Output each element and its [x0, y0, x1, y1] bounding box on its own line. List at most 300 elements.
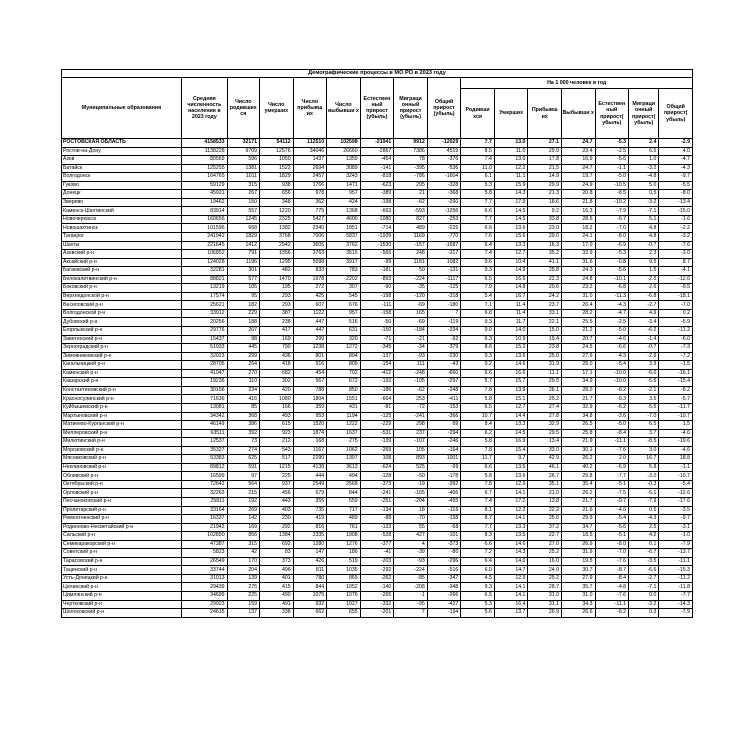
row-value-cell: 12.2: [494, 164, 528, 173]
row-value-cell: -6.8: [629, 292, 659, 301]
row-value-cell: 18.5: [561, 532, 595, 541]
header-rate-arrived: Прибывш их: [528, 89, 562, 139]
row-value-cell: 7.8: [461, 386, 495, 395]
row-value-cell: 25.2: [528, 395, 562, 404]
row-value-cell: -8.7: [595, 566, 629, 575]
row-value-cell: 0.2: [659, 309, 693, 318]
row-value-cell: 272: [293, 284, 327, 293]
row-value-cell: 16.9: [561, 156, 595, 165]
row-value-cell: 1522: [260, 164, 294, 173]
row-value-cell: -5.6: [595, 156, 629, 165]
table-row: [62, 540, 693, 549]
row-name-cell: Батайск: [62, 164, 182, 173]
row-value-cell: -72: [394, 403, 428, 412]
row-value-cell: -21: [394, 335, 428, 344]
row-value-cell: -5.4: [659, 480, 693, 489]
row-value-cell: 292: [260, 523, 294, 532]
row-name-cell: Пролетарский р-н: [62, 506, 182, 515]
row-value-cell: -128: [360, 472, 394, 481]
table-row: [62, 515, 693, 524]
row-value-cell: 29776: [182, 327, 227, 336]
row-value-cell: 28.0: [561, 361, 595, 370]
row-value-cell: -7.0: [659, 301, 693, 310]
row-value-cell: -4.3: [595, 352, 629, 361]
row-value-cell: 893: [394, 455, 428, 464]
row-value-cell: -5.5: [659, 181, 693, 190]
row-value-cell: -50: [360, 318, 394, 327]
row-value-cell: -536: [427, 164, 461, 173]
row-value-cell: 519: [327, 557, 361, 566]
row-value-cell: 1011: [227, 173, 259, 182]
row-value-cell: 3917: [327, 258, 361, 267]
row-value-cell: -8.5: [595, 190, 629, 199]
row-value-cell: 24.3: [561, 267, 595, 276]
row-value-cell: 3762: [327, 241, 361, 250]
row-value-cell: 490: [260, 591, 294, 600]
row-value-cell: 7.7: [461, 139, 495, 148]
row-value-cell: 230: [260, 515, 294, 524]
row-value-cell: 295: [394, 181, 428, 190]
row-value-cell: -345: [360, 344, 394, 353]
row-value-cell: 21: [394, 190, 428, 199]
row-value-cell: 5427: [293, 215, 327, 224]
row-value-cell: 106852: [182, 250, 227, 259]
header-departed: Число выбывши х: [327, 78, 361, 139]
row-value-cell: -5.9: [659, 318, 693, 327]
row-value-cell: 14.6: [494, 540, 528, 549]
row-value-cell: 98: [227, 335, 259, 344]
row-value-cell: 525: [394, 463, 428, 472]
row-value-cell: 16.9: [494, 438, 528, 447]
row-value-cell: -565: [360, 250, 394, 259]
row-value-cell: 33744: [182, 566, 227, 575]
row-value-cell: 28.6: [561, 215, 595, 224]
row-value-cell: 12.2: [494, 506, 528, 515]
row-value-cell: -318: [427, 292, 461, 301]
table-row: [62, 421, 693, 430]
row-value-cell: 2.3: [629, 250, 659, 259]
row-value-cell: -7.9: [595, 207, 629, 216]
row-value-cell: 267: [227, 327, 259, 336]
row-value-cell: -6.7: [629, 549, 659, 558]
row-value-cell: 16.7: [629, 455, 659, 464]
row-value-cell: 20256: [182, 318, 227, 327]
row-value-cell: 4138: [293, 463, 327, 472]
table-row: [62, 344, 693, 353]
row-value-cell: 6.5: [461, 591, 495, 600]
row-value-cell: -224: [394, 566, 428, 575]
row-value-cell: 1222: [327, 421, 361, 430]
row-value-cell: -8.2: [595, 609, 629, 618]
row-value-cell: -7.6: [595, 591, 629, 600]
row-value-cell: 2325: [260, 215, 294, 224]
row-value-cell: 182: [227, 301, 259, 310]
row-value-cell: 28.2: [561, 309, 595, 318]
row-value-cell: 23.0: [528, 224, 562, 233]
table-row: [62, 318, 693, 327]
row-value-cell: 6.6: [461, 207, 495, 216]
row-value-cell: -6.0: [629, 369, 659, 378]
row-value-cell: -120: [394, 292, 428, 301]
row-value-cell: -15.4: [659, 378, 693, 387]
row-value-cell: -93: [394, 352, 428, 361]
row-value-cell: 27.1: [528, 139, 562, 148]
row-value-cell: 19236: [182, 378, 227, 387]
row-value-cell: 14.5: [494, 429, 528, 438]
row-value-cell: 55: [394, 523, 428, 532]
row-name-cell: Зверево: [62, 198, 182, 207]
row-value-cell: -88: [360, 515, 394, 524]
row-value-cell: 4.8: [629, 233, 659, 242]
row-value-cell: 12.9: [494, 480, 528, 489]
row-value-cell: -71: [360, 335, 394, 344]
row-value-cell: -69: [394, 318, 428, 327]
row-value-cell: -294: [427, 429, 461, 438]
row-value-cell: 13.3: [494, 523, 528, 532]
table-row: [62, 532, 693, 541]
row-value-cell: 274: [227, 446, 259, 455]
row-value-cell: 454: [293, 369, 327, 378]
row-value-cell: 10.7: [461, 412, 495, 421]
row-value-cell: -2.5: [595, 318, 629, 327]
row-value-cell: 83: [260, 549, 294, 558]
row-name-cell: РОСТОВСКАЯ ОБЛАСТЬ: [62, 139, 182, 148]
row-value-cell: 1908: [327, 532, 361, 541]
row-value-cell: 12.9: [494, 574, 528, 583]
row-value-cell: 3243: [327, 173, 361, 182]
row-value-cell: 14.0: [494, 327, 528, 336]
row-value-cell: 23.4: [561, 147, 595, 156]
row-value-cell: 20.8: [561, 190, 595, 199]
row-value-cell: -251: [360, 497, 394, 506]
table-row: [62, 583, 693, 592]
row-value-cell: -623: [360, 181, 394, 190]
row-value-cell: 26549: [182, 557, 227, 566]
row-value-cell: 444: [293, 472, 327, 481]
row-value-cell: 631: [327, 327, 361, 336]
row-value-cell: 46149: [182, 421, 227, 430]
row-value-cell: -4.7: [595, 309, 629, 318]
row-value-cell: 29.9: [561, 515, 595, 524]
row-value-cell: 15.9: [494, 181, 528, 190]
row-value-cell: 186: [327, 549, 361, 558]
row-value-cell: 10.4: [494, 258, 528, 267]
row-value-cell: 15.0: [528, 327, 562, 336]
row-name-cell: Новочеркасск: [62, 215, 182, 224]
row-value-cell: -2.9: [659, 139, 693, 148]
row-value-cell: 293: [260, 301, 294, 310]
row-name-cell: Аксайский р-н: [62, 258, 182, 267]
row-value-cell: 392: [227, 429, 259, 438]
row-value-cell: 34342: [182, 412, 227, 421]
row-value-cell: -34: [394, 344, 428, 353]
row-value-cell: -4.6: [659, 429, 693, 438]
row-value-cell: 5.1: [629, 215, 659, 224]
row-value-cell: 31.0: [528, 591, 562, 600]
table-row: [62, 600, 693, 609]
row-value-cell: -4.8: [595, 583, 629, 592]
row-value-cell: 672: [327, 378, 361, 387]
table-row: [62, 147, 693, 156]
row-value-cell: -660: [427, 369, 461, 378]
row-value-cell: 83914: [182, 207, 227, 216]
row-value-cell: 679: [293, 489, 327, 498]
row-value-cell: 32171: [227, 139, 259, 148]
row-value-cell: -1530: [360, 241, 394, 250]
row-value-cell: 4.5: [461, 574, 495, 583]
row-value-cell: 1075: [293, 591, 327, 600]
table-row: [62, 429, 693, 438]
row-value-cell: -328: [427, 181, 461, 190]
row-value-cell: -201: [360, 609, 394, 618]
row-value-cell: 241942: [182, 233, 227, 242]
row-value-cell: -292: [360, 566, 394, 575]
row-value-cell: 35327: [182, 446, 227, 455]
row-value-cell: 894: [327, 352, 361, 361]
row-value-cell: 938: [260, 181, 294, 190]
row-value-cell: 25621: [182, 301, 227, 310]
row-value-cell: 35.7: [561, 583, 595, 592]
row-value-cell: 31.0: [561, 591, 595, 600]
table-row: [62, 292, 693, 301]
row-value-cell: 0.5: [629, 506, 659, 515]
row-value-cell: 34.8: [561, 412, 595, 421]
row-value-cell: -125: [427, 284, 461, 293]
row-value-cell: -68: [427, 523, 461, 532]
row-value-cell: 78: [394, 156, 428, 165]
row-value-cell: 29.5: [528, 378, 562, 387]
row-value-cell: 170: [227, 557, 259, 566]
row-value-cell: -181: [360, 267, 394, 276]
row-value-cell: 1050: [260, 156, 294, 165]
row-value-cell: -7.9: [629, 497, 659, 506]
row-value-cell: 1397: [327, 455, 361, 464]
row-value-cell: 0.0: [629, 591, 659, 600]
row-value-cell: -69: [394, 301, 428, 310]
row-value-cell: 28705: [182, 361, 227, 370]
row-value-cell: -297: [427, 378, 461, 387]
row-value-cell: -111: [360, 301, 394, 310]
row-name-cell: Цимлянский р-н: [62, 591, 182, 600]
row-value-cell: 13.0: [494, 156, 528, 165]
row-value-cell: -7.9: [659, 540, 693, 549]
row-value-cell: 6.0: [461, 566, 495, 575]
row-value-cell: 431: [327, 403, 361, 412]
row-value-cell: -80: [427, 549, 461, 558]
row-value-cell: 761: [327, 523, 361, 532]
row-value-cell: -3.0: [659, 250, 693, 259]
row-value-cell: 32023: [182, 352, 227, 361]
row-value-cell: 31.6: [561, 258, 595, 267]
row-value-cell: 142: [227, 515, 259, 524]
row-value-cell: 9709: [227, 147, 259, 156]
row-name-cell: Зерноградский р-н: [62, 344, 182, 353]
row-value-cell: -7.6: [659, 241, 693, 250]
row-value-cell: 1804: [293, 395, 327, 404]
row-value-cell: 5823: [182, 549, 227, 558]
row-value-cell: 348: [260, 198, 294, 207]
row-value-cell: -9.7: [595, 497, 629, 506]
row-value-cell: -11.2: [659, 574, 693, 583]
row-value-cell: 110: [227, 378, 259, 387]
row-value-cell: 6.7: [461, 489, 495, 498]
table-row: [62, 309, 693, 318]
row-value-cell: 2202: [327, 275, 361, 284]
demographics-table: [61, 69, 693, 618]
header-rate-total: Общий прирост( убыль): [659, 89, 693, 139]
row-value-cell: -516: [427, 566, 461, 575]
row-value-cell: 2.5: [629, 523, 659, 532]
row-value-cell: 15.2: [494, 344, 528, 353]
table-row: [62, 301, 693, 310]
header-rate-migration: Миграци онный прирост( убыль): [629, 89, 659, 139]
row-value-cell: -5.0: [595, 327, 629, 336]
row-value-cell: 16.6: [494, 275, 528, 284]
row-value-cell: -3.0: [629, 472, 659, 481]
row-value-cell: -180: [427, 301, 461, 310]
row-value-cell: -125: [360, 412, 394, 421]
table-row: [62, 395, 693, 404]
row-name-cell: Куйбышевский р-н: [62, 403, 182, 412]
row-value-cell: 668: [227, 224, 259, 233]
row-value-cell: 591: [227, 463, 259, 472]
row-name-cell: Сальский р-н: [62, 532, 182, 541]
row-value-cell: 301: [227, 267, 259, 276]
row-value-cell: 80569: [182, 156, 227, 165]
row-value-cell: 169: [260, 335, 294, 344]
row-value-cell: 27.9: [561, 352, 595, 361]
row-value-cell: -116: [427, 506, 461, 515]
row-value-cell: 12576: [260, 147, 294, 156]
row-value-cell: -11.7: [659, 403, 693, 412]
row-value-cell: 34.3: [561, 600, 595, 609]
row-value-cell: -9.3: [595, 395, 629, 404]
row-value-cell: 15.4: [494, 446, 528, 455]
row-value-cell: 150: [227, 198, 259, 207]
row-value-cell: -332: [360, 600, 394, 609]
row-value-cell: -3.2: [659, 233, 693, 242]
row-value-cell: 2568: [327, 480, 361, 489]
row-value-cell: 5.6: [461, 609, 495, 618]
row-name-cell: Багаевский р-н: [62, 267, 182, 276]
row-value-cell: -99: [427, 463, 461, 472]
row-value-cell: 24.9: [561, 181, 595, 190]
row-value-cell: 125255: [182, 164, 227, 173]
row-name-cell: Неклиновский р-н: [62, 463, 182, 472]
row-value-cell: -119: [427, 318, 461, 327]
row-value-cell: 21.7: [561, 395, 595, 404]
row-value-cell: 9.3: [461, 352, 495, 361]
row-value-cell: 7.1: [461, 301, 495, 310]
row-value-cell: 1471: [327, 181, 361, 190]
row-value-cell: 23.8: [528, 344, 562, 353]
row-value-cell: -531: [360, 429, 394, 438]
row-value-cell: 17.2: [494, 497, 528, 506]
row-name-cell: Дубовский р-н: [62, 318, 182, 327]
row-value-cell: 13.9: [494, 386, 528, 395]
row-value-cell: 102598: [327, 139, 361, 148]
row-value-cell: 978: [293, 190, 327, 199]
row-value-cell: 3089: [327, 164, 361, 173]
row-value-cell: 17.1: [561, 369, 595, 378]
row-value-cell: 275: [227, 583, 259, 592]
row-name-cell: Белокалитвинский р-н: [62, 275, 182, 284]
row-value-cell: 24.0: [528, 566, 562, 575]
row-value-cell: 15437: [182, 335, 227, 344]
table-row: [62, 463, 693, 472]
row-value-cell: 101596: [182, 224, 227, 233]
row-value-cell: 1238: [293, 344, 327, 353]
row-value-cell: -6.7: [595, 215, 629, 224]
table-row: [62, 489, 693, 498]
row-value-cell: -4.3: [659, 164, 693, 173]
row-value-cell: -376: [427, 156, 461, 165]
table-row: [62, 267, 693, 276]
row-value-cell: -13.7: [659, 549, 693, 558]
row-value-cell: 248: [394, 250, 428, 259]
row-value-cell: -5.4: [595, 361, 629, 370]
table-row: [62, 190, 693, 199]
row-value-cell: 559: [327, 497, 361, 506]
row-name-cell: Константиновский р-н: [62, 386, 182, 395]
table-row: [62, 284, 693, 293]
row-value-cell: 35.1: [528, 480, 562, 489]
row-value-cell: -7.2: [659, 352, 693, 361]
row-name-cell: Азов: [62, 156, 182, 165]
row-value-cell: 21942: [182, 523, 227, 532]
row-value-cell: 97: [227, 472, 259, 481]
row-value-cell: 1245: [227, 215, 259, 224]
row-value-cell: 0.1: [629, 540, 659, 549]
row-value-cell: 269: [227, 506, 259, 515]
row-value-cell: 3613: [327, 463, 361, 472]
row-value-cell: 19.7: [561, 173, 595, 182]
row-value-cell: -140: [360, 583, 394, 592]
row-value-cell: -13.4: [659, 198, 693, 207]
row-value-cell: 1851: [327, 224, 361, 233]
row-value-cell: 1280: [293, 540, 327, 549]
row-value-cell: 775: [293, 207, 327, 216]
row-value-cell: 166: [260, 403, 294, 412]
row-name-cell: Обливский р-н: [62, 472, 182, 481]
row-value-cell: 26.9: [561, 540, 595, 549]
row-value-cell: 827: [394, 215, 428, 224]
table-row: [62, 361, 693, 370]
row-value-cell: 275: [327, 438, 361, 447]
row-value-cell: -5.1: [595, 480, 629, 489]
row-value-cell: -12029: [427, 139, 461, 148]
table-row: [62, 557, 693, 566]
row-value-cell: 6.6: [461, 540, 495, 549]
row-value-cell: 13.5: [494, 532, 528, 541]
row-value-cell: -39: [394, 549, 428, 558]
row-value-cell: -192: [360, 378, 394, 387]
row-name-cell: Веселовский р-н: [62, 301, 182, 310]
row-value-cell: 811: [293, 566, 327, 575]
row-name-cell: Орловский р-н: [62, 489, 182, 498]
row-value-cell: 676: [327, 301, 361, 310]
row-value-cell: -11.1: [595, 438, 629, 447]
row-value-cell: 11.4: [494, 309, 528, 318]
row-value-cell: 355: [293, 497, 327, 506]
row-value-cell: 29923: [182, 600, 227, 609]
row-value-cell: 34.9: [561, 378, 595, 387]
header-births: Число родивших ся: [227, 78, 259, 139]
row-value-cell: -224: [394, 275, 428, 284]
row-value-cell: 362: [293, 198, 327, 207]
row-value-cell: -4.1: [659, 267, 693, 276]
row-value-cell: -6.2: [629, 327, 659, 336]
